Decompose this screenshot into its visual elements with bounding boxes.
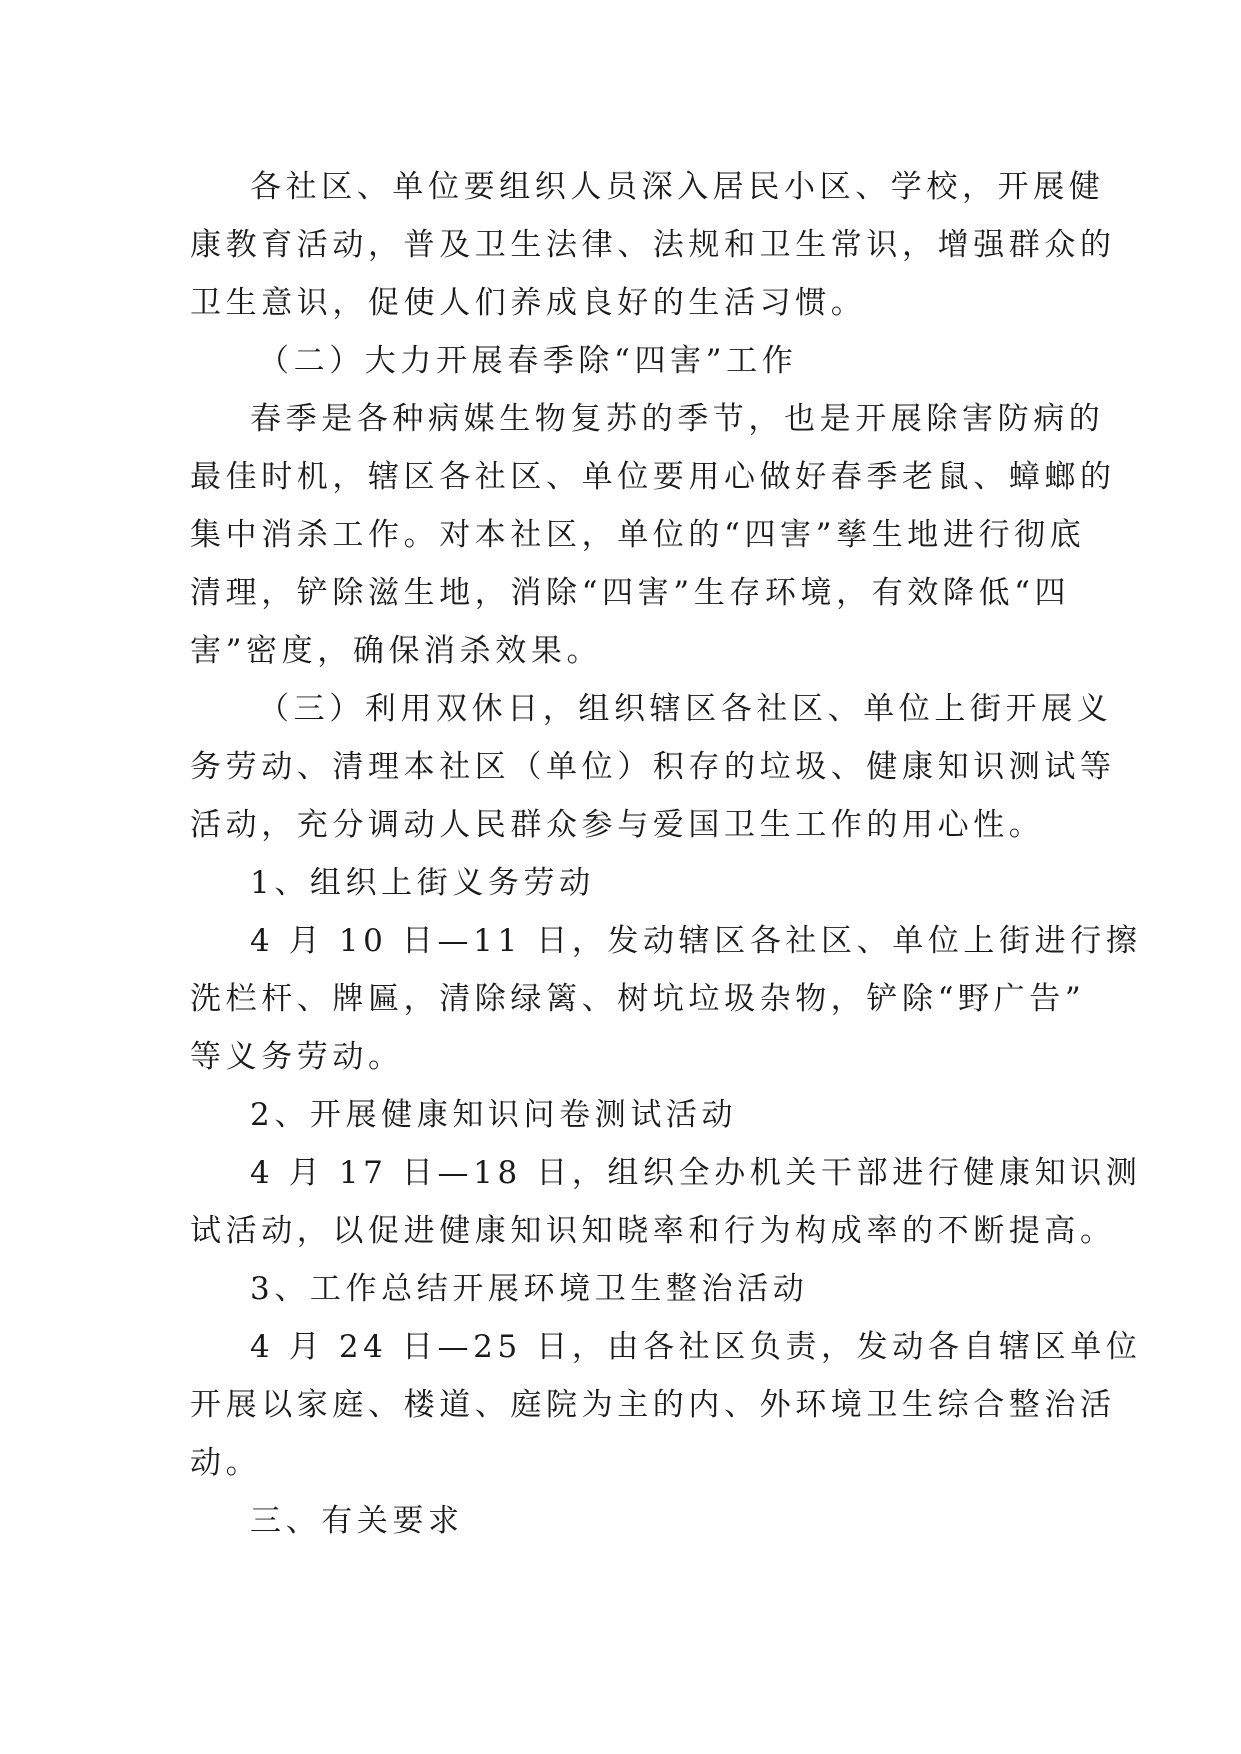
paragraph-line: 卫生意识，促使人们养成良好的生活习惯。 [190, 285, 867, 321]
subheading: 1、组织上街义务劳动 [250, 865, 595, 901]
subheading: 2、开展健康知识问卷测试活动 [250, 1097, 738, 1133]
paragraph-line: 害”密度，确保消杀效果。 [190, 633, 603, 669]
paragraph-line: 清理，铲除滋生地，消除“四害”生存环境，有效降低“四 [190, 575, 1071, 611]
section-heading: （二）大力开展春季除“四害”工作 [258, 343, 798, 379]
paragraph-line: 等义务劳动。 [190, 1039, 404, 1075]
section-heading: 三、有关要求 [250, 1503, 464, 1539]
section-heading: （三）利用双休日，组织辖区各社区、单位上街开展义 [258, 691, 1113, 727]
paragraph-line: 试活动，以促进健康知识知晓率和行为构成率的不断提高。 [190, 1213, 1116, 1249]
paragraph-line: 洗栏杆、牌匾，清除绿篱、树坑垃圾杂物，铲除“野广告” [190, 981, 1086, 1017]
paragraph-line: 集中消杀工作。对本社区，单位的“四害”孳生地进行彻底 [190, 517, 1086, 553]
paragraph-line: 活动，充分调动人民群众参与爱国卫生工作的用心性。 [190, 807, 1045, 843]
paragraph-line: 开展以家庭、楼道、庭院为主的内、外环境卫生综合整治活 [190, 1387, 1116, 1423]
paragraph-line: 各社区、单位要组织人员深入居民小区、学校，开展健 [250, 169, 1105, 205]
paragraph-line: 务劳动、清理本社区（单位）积存的垃圾、健康知识测试等 [190, 749, 1116, 785]
paragraph-line: 4 月 24 日—25 日，由各社区负责，发动各自辖区单位 [250, 1329, 1142, 1365]
paragraph-line: 4 月 17 日—18 日，组织全办机关干部进行健康知识测 [250, 1155, 1142, 1191]
subheading: 3、工作总结开展环境卫生整治活动 [250, 1271, 809, 1307]
paragraph-line: 春季是各种病媒生物复苏的季节，也是开展除害防病的 [250, 401, 1105, 437]
paragraph-line: 康教育活动，普及卫生法律、法规和卫生常识，增强群众的 [190, 227, 1116, 263]
paragraph-line: 4 月 10 日—11 日，发动辖区各社区、单位上街进行擦 [250, 923, 1142, 959]
paragraph-line: 动。 [190, 1445, 262, 1481]
paragraph-line: 最佳时机，辖区各社区、单位要用心做好春季老鼠、蟑螂的 [190, 459, 1116, 495]
